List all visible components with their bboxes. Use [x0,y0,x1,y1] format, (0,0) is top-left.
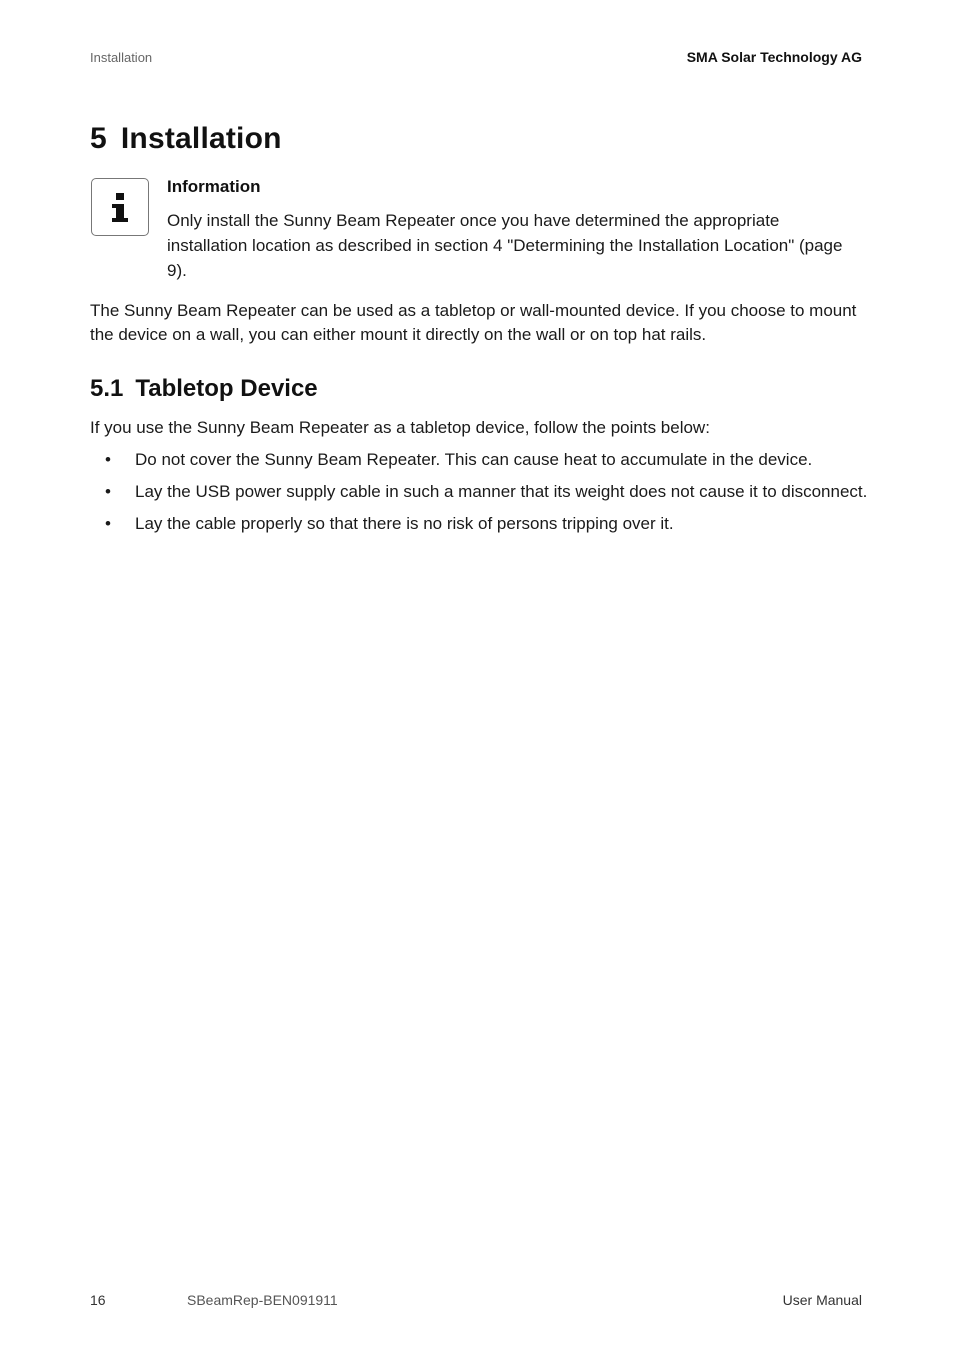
bullet-icon: • [105,482,111,501]
running-header-company: SMA Solar Technology AG [686,49,862,65]
running-header-section: Installation [90,50,153,65]
bullet-icon: • [105,450,111,469]
list-item-text: Do not cover the Sunny Beam Repeater. This can cause heat to accumulate in the device. [135,450,813,469]
info-title: Information [167,177,261,196]
bullet-icon: • [105,514,111,533]
footer-doc-type: User Manual [782,1292,862,1308]
footer-doc-code: SBeamRep-BEN091911 [187,1292,338,1308]
section-number: 5.1 [90,375,124,402]
chapter-heading [90,122,282,156]
chapter-number: 5 [90,122,107,155]
info-icon [91,178,149,236]
list-item-text: Lay the cable properly so that there is no risk of persons tripping over it. [135,514,674,533]
list-item [90,449,880,481]
section-intro: If you use the Sunny Beam Repeater as a tabletop device, follow the points below: [90,418,710,437]
footer-page-number: 16 [90,1292,106,1308]
body-paragraph: The Sunny Beam Repeater can be used as a tabletop or wall-mounted device. If you choose to mount the device on a wall, you can either mount it directly on the wall or on top hat rails. [90,301,857,344]
list-item [90,481,880,513]
bullet-list [90,449,880,545]
section-heading [90,375,318,403]
chapter-title: Installation [120,122,282,155]
list-item [90,513,880,545]
list-item-text: Lay the USB power supply cable in such a manner that its weight does not cause it to disconnect. [135,482,868,501]
info-text: Only install the Sunny Beam Repeater once you have determined the appropriate installation location as described in section 4 "Determining the Installation Location" (page 9). [167,211,843,280]
section-title: Tabletop Device [135,375,318,402]
